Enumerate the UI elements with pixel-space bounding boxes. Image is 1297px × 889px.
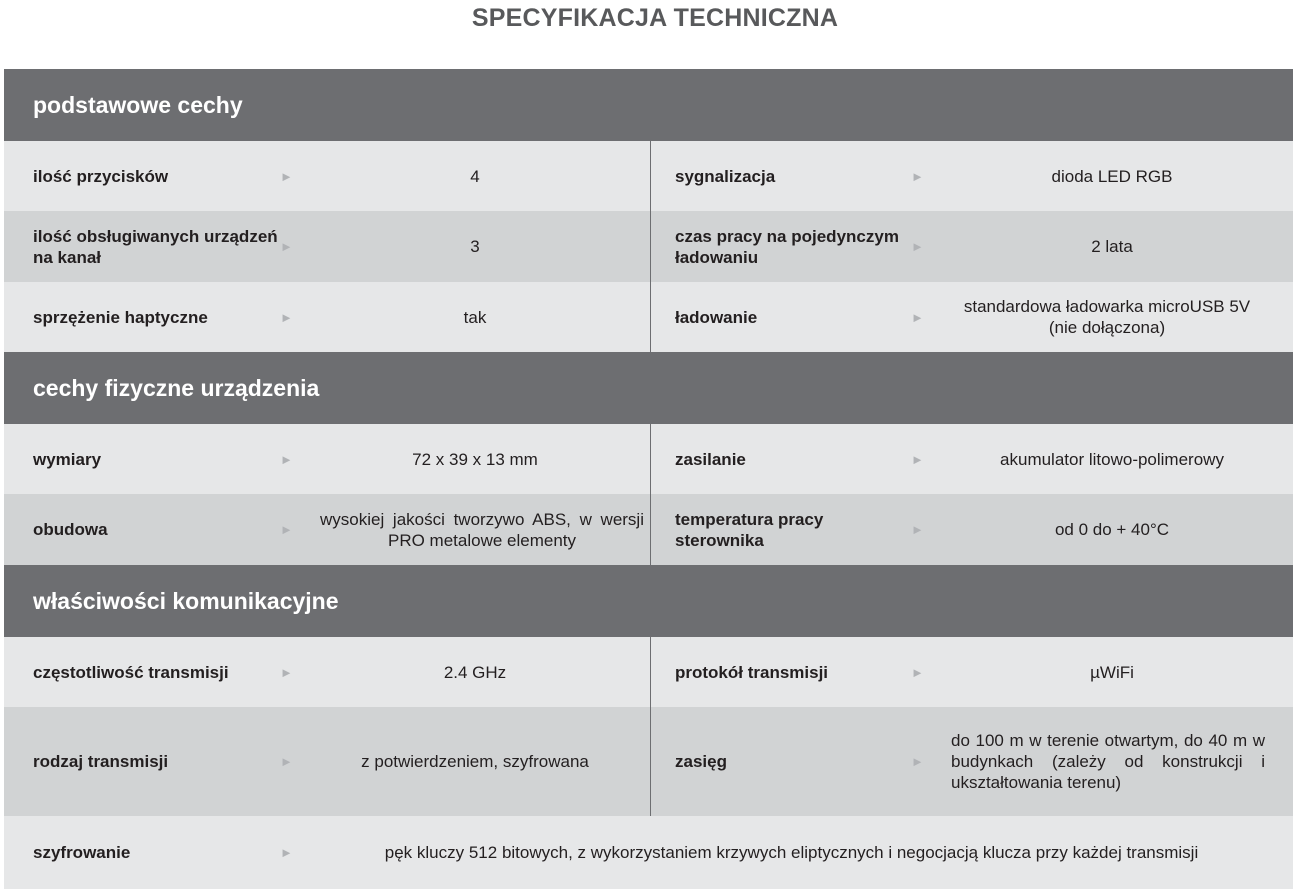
arrow-right-icon: ► xyxy=(280,845,293,860)
spec-row xyxy=(4,707,1293,816)
spec-label: czas pracy na pojedynczym ładowaniu xyxy=(675,226,899,267)
spec-label: wymiary xyxy=(33,449,102,469)
spec-cell-right xyxy=(651,282,1293,352)
spec-label: rodzaj transmisji xyxy=(33,752,169,771)
spec-label: ładowanie xyxy=(675,307,758,327)
arrow-right-icon: ► xyxy=(911,239,924,254)
spec-cell-right xyxy=(651,637,1293,707)
spec-cell-left xyxy=(4,424,651,494)
spec-cell-left xyxy=(4,494,651,565)
spec-label: zasięg xyxy=(675,752,727,771)
spec-row xyxy=(4,282,1293,352)
spec-row xyxy=(4,637,1293,707)
spec-cell-right xyxy=(651,211,1293,282)
page-title: SPECYFIKACJA TECHNICZNA xyxy=(471,4,839,32)
spec-value: 2.4 GHz xyxy=(443,662,507,682)
arrow-right-icon: ► xyxy=(280,522,293,537)
spec-label: temperatura pracy sterownika xyxy=(675,509,824,550)
section-header-basic: podstawowe cechy xyxy=(4,69,1293,141)
spec-label: obudowa xyxy=(33,520,108,539)
spec-value: 4 xyxy=(470,166,480,186)
spec-label: sprzężenie haptyczne xyxy=(33,307,208,327)
spec-value: 72 x 39 x 13 mm xyxy=(412,449,538,469)
spec-value: akumulator litowo-polimerowy xyxy=(1000,449,1224,469)
spec-label: protokół transmisji xyxy=(675,662,829,682)
arrow-right-icon: ► xyxy=(280,664,293,680)
spec-cell-left xyxy=(4,211,651,282)
spec-value: 3 xyxy=(470,237,480,256)
spec-cell-left xyxy=(4,637,651,707)
spec-row xyxy=(4,494,1293,565)
spec-row xyxy=(4,211,1293,282)
spec-label: sygnalizacja xyxy=(675,166,776,186)
spec-label: zasilanie xyxy=(675,449,746,469)
spec-label: ilość przycisków xyxy=(33,166,169,186)
spec-label: częstotliwość transmisji xyxy=(33,662,229,682)
spec-row-full xyxy=(4,816,1293,889)
spec-cell-right xyxy=(651,424,1293,494)
arrow-right-icon: ► xyxy=(911,168,924,184)
arrow-right-icon: ► xyxy=(280,754,293,769)
arrow-right-icon: ► xyxy=(911,522,924,537)
spec-cell-right xyxy=(651,707,1293,816)
spec-row xyxy=(4,424,1293,494)
spec-value: 2 lata xyxy=(1091,237,1133,256)
spec-value: µWiFi xyxy=(1090,662,1134,682)
arrow-right-icon: ► xyxy=(911,754,924,769)
spec-cell-right xyxy=(651,141,1293,211)
arrow-right-icon: ► xyxy=(280,309,293,325)
spec-cell-left xyxy=(4,707,651,816)
arrow-right-icon: ► xyxy=(280,168,293,184)
arrow-right-icon: ► xyxy=(911,451,924,467)
spec-value: od 0 do + 40°C xyxy=(1054,520,1170,539)
spec-value: dioda LED RGB xyxy=(1051,166,1173,186)
spec-table xyxy=(4,69,1293,889)
spec-value: standardowa ładowarka microUSB 5V (nie dołączona) xyxy=(963,297,1251,337)
spec-label: ilość obsługiwanych urządzeń na kanał xyxy=(33,226,278,267)
arrow-right-icon: ► xyxy=(911,664,924,680)
spec-label: szyfrowanie xyxy=(33,843,131,862)
spec-cell-left xyxy=(4,282,651,352)
spec-value: pęk kluczy 512 bitowych, z wykorzystaniem krzywych eliptycznych i negocjacją klucza przy każdej transmisji xyxy=(384,843,1199,862)
spec-value: do 100 m w terenie otwartym, do 40 m w budynkach (zależy od konstrukcji i ukształtowania terenu) xyxy=(951,731,1265,792)
spec-cell-left xyxy=(4,141,651,211)
section-header-physical: cechy fizyczne urządzenia xyxy=(4,352,1293,424)
spec-value: wysokiej jakości tworzywo ABS, w wersji PRO metalowe elementy xyxy=(320,509,644,550)
arrow-right-icon: ► xyxy=(911,309,924,325)
arrow-right-icon: ► xyxy=(280,239,293,254)
arrow-right-icon: ► xyxy=(280,451,293,467)
section-header-communication: właściwości komunikacyjne xyxy=(4,565,1293,637)
spec-cell-right xyxy=(651,494,1293,565)
spec-row xyxy=(4,141,1293,211)
spec-value: z potwierdzeniem, szyfrowana xyxy=(361,752,589,771)
spec-value: tak xyxy=(463,307,487,327)
